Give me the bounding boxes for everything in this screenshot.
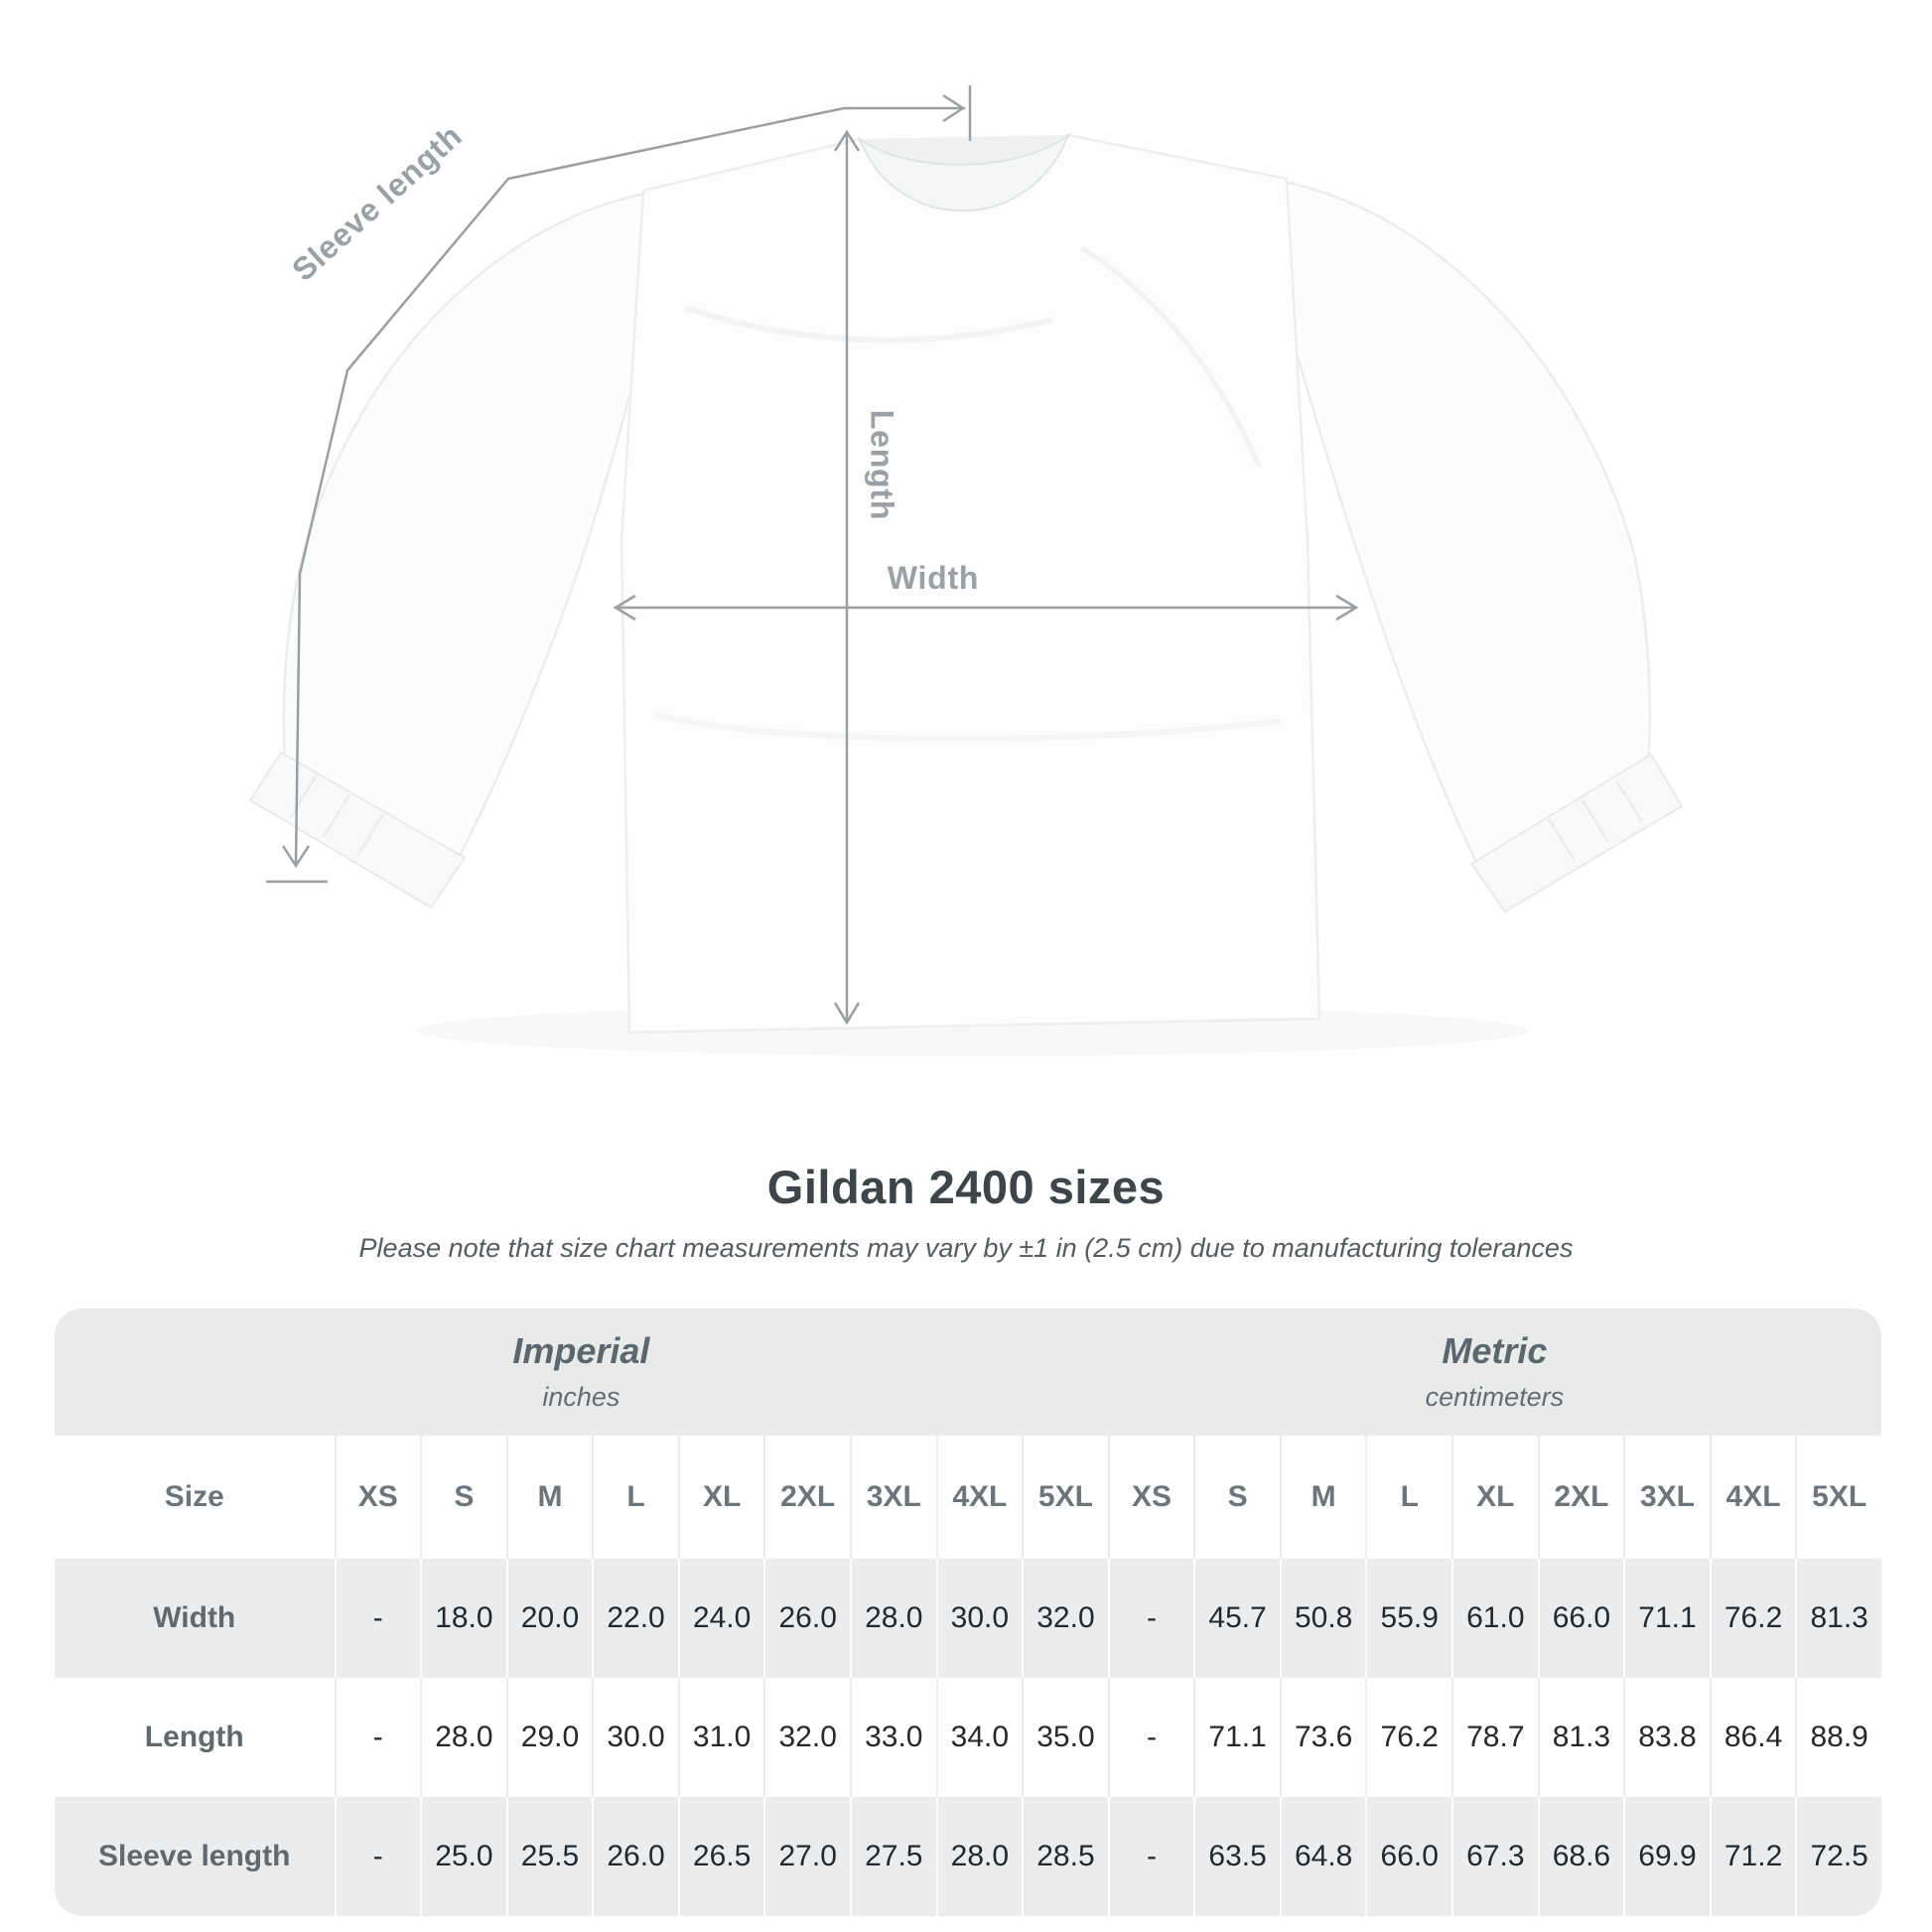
imperial-label: Imperial [512, 1329, 650, 1371]
measurement-cell: 66.0 [1365, 1797, 1451, 1916]
measurement-cell: 66.0 [1538, 1559, 1624, 1678]
measurement-cell: 28.0 [850, 1559, 936, 1678]
measurement-cell: 78.7 [1451, 1678, 1538, 1797]
measurement-cell: - [335, 1678, 421, 1797]
measurement-cell: 30.0 [592, 1678, 678, 1797]
measurement-cell: - [1108, 1678, 1194, 1797]
measurement-cell: 72.5 [1795, 1797, 1881, 1916]
measurement-cell: 73.6 [1280, 1678, 1366, 1797]
length-measure-label: Length [864, 409, 900, 521]
size-header-row [55, 1436, 1881, 1559]
sleeve-length-measure-label: Sleeve length [285, 117, 470, 289]
measurement-cell: 76.2 [1365, 1678, 1451, 1797]
measurement-cell: 55.9 [1365, 1559, 1451, 1678]
measurement-cell: 32.0 [763, 1678, 850, 1797]
size-col-header: 4XL [1710, 1436, 1796, 1559]
width-measure-label: Width [887, 560, 980, 596]
measurement-cell: 69.9 [1623, 1797, 1710, 1916]
row-label: Length [55, 1678, 335, 1797]
size-col-header: 5XL [1022, 1436, 1108, 1559]
measurement-cell: - [1108, 1559, 1194, 1678]
measurement-cell: 25.5 [506, 1797, 593, 1916]
size-col-header: XL [1451, 1436, 1538, 1559]
measurement-cell: 25.0 [420, 1797, 506, 1916]
row-label: Width [55, 1559, 335, 1678]
measurement-cell: 71.1 [1193, 1678, 1280, 1797]
size-header: Size [55, 1436, 335, 1559]
metric-sublabel: centimeters [1425, 1382, 1565, 1413]
table-row-length [55, 1678, 1881, 1797]
measurement-cell: 31.0 [678, 1678, 764, 1797]
size-col-header: L [1365, 1436, 1451, 1559]
row-label: Sleeve length [55, 1797, 335, 1916]
size-col-header: XS [1108, 1436, 1194, 1559]
measurement-cell: 22.0 [592, 1559, 678, 1678]
measurement-cell: 34.0 [936, 1678, 1023, 1797]
measurement-cell: 71.1 [1623, 1559, 1710, 1678]
measurement-cell: 29.0 [506, 1678, 593, 1797]
unit-band-row [55, 1309, 1881, 1436]
measurement-cell: 27.0 [763, 1797, 850, 1916]
measurement-cell: - [335, 1797, 421, 1916]
measurement-cell: - [1108, 1797, 1194, 1916]
measurement-cell: 71.2 [1710, 1797, 1796, 1916]
size-chart-table [55, 1309, 1881, 1916]
measurement-cell: 30.0 [936, 1559, 1023, 1678]
left-sleeve [284, 194, 645, 862]
metric-band [1108, 1309, 1881, 1436]
size-col-header: 3XL [850, 1436, 936, 1559]
size-col-header: L [592, 1436, 678, 1559]
measurement-cell: 26.0 [592, 1797, 678, 1916]
measurement-cell: 86.4 [1710, 1678, 1796, 1797]
measurement-cell: 61.0 [1451, 1559, 1538, 1678]
measurement-cell: 68.6 [1538, 1797, 1624, 1916]
measurement-cell: - [335, 1559, 421, 1678]
measurement-cell: 18.0 [420, 1559, 506, 1678]
size-col-header: S [420, 1436, 506, 1559]
measurement-cell: 32.0 [1022, 1559, 1108, 1678]
size-col-header: 2XL [763, 1436, 850, 1559]
table-row-sleeve-length [55, 1797, 1881, 1916]
measurement-cell: 81.3 [1538, 1678, 1624, 1797]
measurement-cell: 27.5 [850, 1797, 936, 1916]
measurement-cell: 76.2 [1710, 1559, 1796, 1678]
measurement-cell: 88.9 [1795, 1678, 1881, 1797]
tolerance-note: Please note that size chart measurements may vary by ±1 in (2.5 cm) due to manufacturing tolerances [358, 1233, 1574, 1263]
measurement-cell: 45.7 [1193, 1559, 1280, 1678]
imperial-band [55, 1309, 1108, 1436]
measurement-cell: 81.3 [1795, 1559, 1881, 1678]
size-col-header: 2XL [1538, 1436, 1624, 1559]
metric-label: Metric [1442, 1329, 1548, 1371]
measurement-cell: 26.0 [763, 1559, 850, 1678]
size-col-header: 4XL [936, 1436, 1023, 1559]
measurement-cell: 83.8 [1623, 1678, 1710, 1797]
size-col-header: S [1193, 1436, 1280, 1559]
measurement-cell: 50.8 [1280, 1559, 1366, 1678]
size-col-header: M [1280, 1436, 1366, 1559]
size-col-header: M [506, 1436, 593, 1559]
size-col-header: 3XL [1623, 1436, 1710, 1559]
measurement-cell: 63.5 [1193, 1797, 1280, 1916]
measurement-cell: 20.0 [506, 1559, 593, 1678]
measurement-cell: 28.0 [420, 1678, 506, 1797]
imperial-sublabel: inches [542, 1382, 621, 1413]
measurement-cell: 24.0 [678, 1559, 764, 1678]
right-sleeve [1284, 182, 1650, 868]
size-chart-table-container [55, 1309, 1881, 1916]
size-col-header: XS [335, 1436, 421, 1559]
measurement-cell: 64.8 [1280, 1797, 1366, 1916]
page-title: Gildan 2400 sizes [766, 1161, 1166, 1213]
measurement-cell: 33.0 [850, 1678, 936, 1797]
table-row-width [55, 1559, 1881, 1678]
measurement-cell: 28.0 [936, 1797, 1023, 1916]
measurement-cell: 67.3 [1451, 1797, 1538, 1916]
measurement-cell: 26.5 [678, 1797, 764, 1916]
size-col-header: XL [678, 1436, 764, 1559]
measurement-cell: 28.5 [1022, 1797, 1108, 1916]
measurement-cell: 35.0 [1022, 1678, 1108, 1797]
size-col-header: 5XL [1795, 1436, 1881, 1559]
